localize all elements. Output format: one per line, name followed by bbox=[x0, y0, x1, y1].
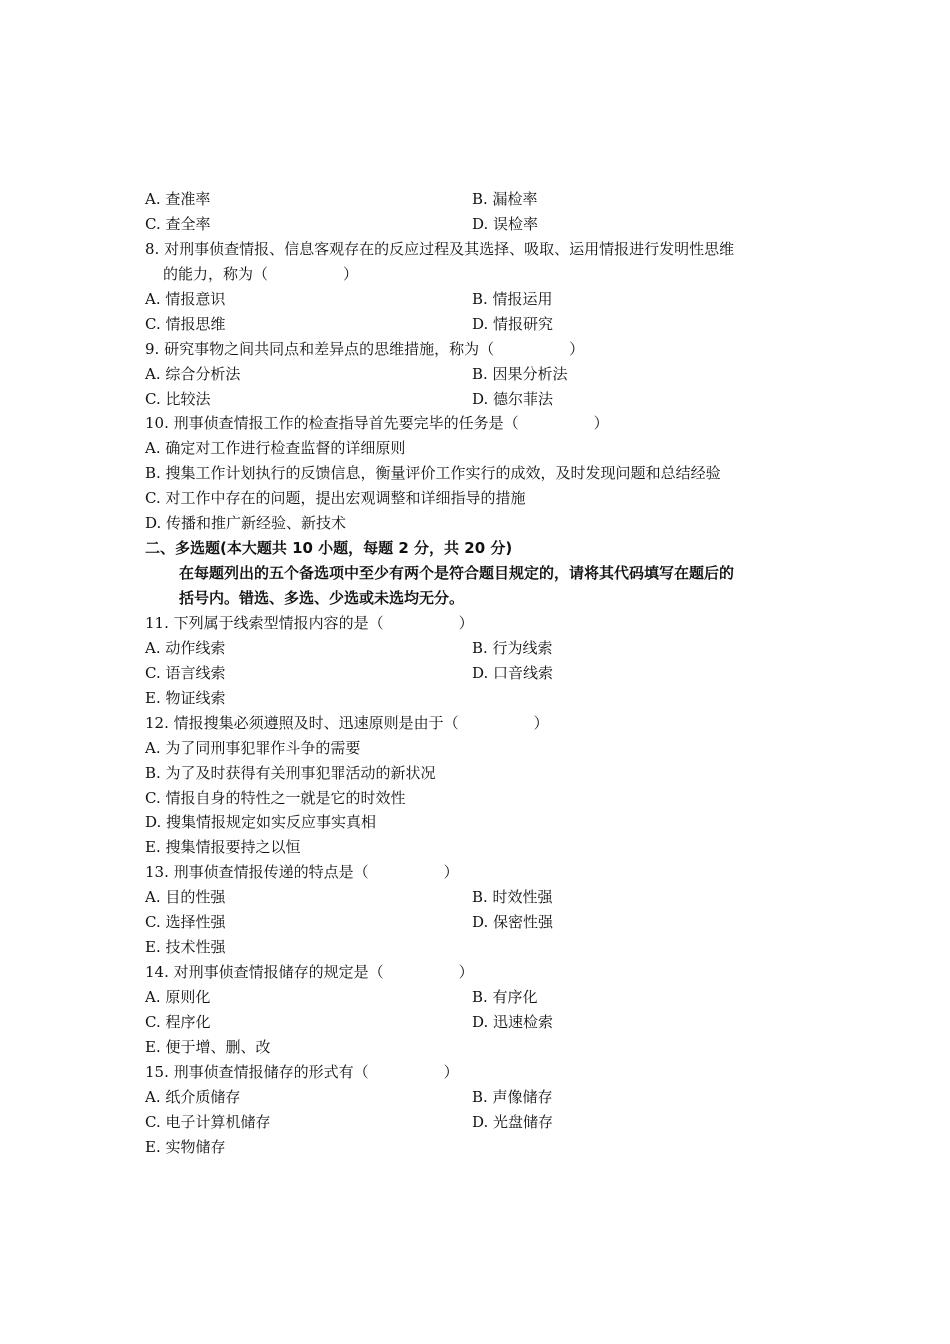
section2-instructions-line2: 括号内。错选、多选、少选或未选均无分。 bbox=[179, 589, 465, 607]
q13-options-row-2 bbox=[145, 910, 825, 935]
q12-option-c: C. 情报自身的特性之一就是它的时效性 bbox=[145, 788, 406, 807]
q13-option-c: C. 选择性强 bbox=[145, 913, 226, 932]
section2-heading: 二、多选题(本大题共 10 小题，每题 2 分，共 20 分) bbox=[145, 539, 513, 558]
q13-option-a: A. 目的性强 bbox=[145, 888, 226, 907]
q11-option-c: C. 语言线索 bbox=[145, 663, 226, 682]
q8-stem-line2: 的能力，称为（ ） bbox=[163, 264, 359, 283]
q15-options-row-1 bbox=[145, 1085, 825, 1110]
q14-options-row-1 bbox=[145, 985, 825, 1010]
q10-option-b: B. 搜集工作计划执行的反馈信息，衡量评价工作实行的成效，及时发现问题和总结经验 bbox=[145, 464, 721, 483]
q9-option-d: D. 德尔菲法 bbox=[472, 389, 554, 408]
q15-options-row-2 bbox=[145, 1110, 825, 1135]
exam-page bbox=[145, 187, 825, 1160]
q12-option-a: A. 为了同刑事犯罪作斗争的需要 bbox=[145, 738, 361, 757]
q14-option-b: B. 有序化 bbox=[472, 988, 538, 1006]
q8-options-row-2 bbox=[145, 312, 825, 337]
q10-option-a: A. 确定对工作进行检查监督的详细原则 bbox=[145, 439, 406, 458]
q8-option-d: D. 情报研究 bbox=[472, 314, 554, 333]
q10-option-d: D. 传播和推广新经验、新技术 bbox=[145, 514, 347, 533]
q14-option-c: C. 程序化 bbox=[145, 1012, 211, 1031]
q13-option-b: B. 时效性强 bbox=[472, 888, 553, 907]
q9-stem: 9. 研究事物之间共同点和差异点的思维措施，称为（ ） bbox=[145, 339, 585, 358]
q13-options-row-1 bbox=[145, 885, 825, 910]
q7-option-b: B. 漏检率 bbox=[472, 190, 538, 208]
q11-option-a: A. 动作线索 bbox=[145, 638, 226, 657]
section2-instructions-line1: 在每题列出的五个备选项中至少有两个是符合题目规定的，请将其代码填写在题后的 bbox=[179, 564, 735, 583]
q7-options-row-1 bbox=[145, 187, 825, 212]
q9-options-row-2 bbox=[145, 387, 825, 412]
q14-option-a: A. 原则化 bbox=[145, 988, 211, 1006]
q15-option-c: C. 电子计算机储存 bbox=[145, 1112, 271, 1131]
q12-option-e: E. 搜集情报要持之以恒 bbox=[145, 838, 301, 857]
q11-options-row-2 bbox=[145, 661, 825, 686]
q7-option-d: D. 误检率 bbox=[472, 214, 539, 233]
q14-option-e: E. 便于增、删、改 bbox=[145, 1037, 271, 1056]
q13-option-e: E. 技术性强 bbox=[145, 938, 226, 957]
q12-stem: 12. 情报搜集必须遵照及时、迅速原则是由于（ ） bbox=[145, 713, 549, 732]
q12-option-d: D. 搜集情报规定如实反应事实真相 bbox=[145, 813, 377, 832]
q8-option-c: C. 情报思维 bbox=[145, 314, 226, 333]
q10-stem: 10. 刑事侦查情报工作的检查指导首先要完毕的任务是（ ） bbox=[145, 414, 609, 433]
q7-option-a: A. 查准率 bbox=[145, 190, 211, 208]
q11-option-e: E. 物证线索 bbox=[145, 688, 226, 707]
q15-option-e: E. 实物储存 bbox=[145, 1137, 226, 1156]
q12-option-b: B. 为了及时获得有关刑事犯罪活动的新状况 bbox=[145, 763, 436, 782]
q15-option-b: B. 声像储存 bbox=[472, 1087, 553, 1106]
q9-options-row-1 bbox=[145, 362, 825, 387]
q7-options-row-2 bbox=[145, 212, 825, 237]
q9-option-a: A. 综合分析法 bbox=[145, 364, 241, 383]
q8-stem-line1: 8. 对刑事侦查情报、信息客观存在的反应过程及其选择、吸取、运用情报进行发明性思维 bbox=[145, 239, 735, 258]
q9-option-b: B. 因果分析法 bbox=[472, 364, 568, 383]
q15-stem: 15. 刑事侦查情报储存的形式有（ ） bbox=[145, 1062, 459, 1081]
q15-option-a: A. 纸介质储存 bbox=[145, 1087, 241, 1106]
q8-option-b: B. 情报运用 bbox=[472, 289, 553, 308]
q13-option-d: D. 保密性强 bbox=[472, 913, 554, 932]
q13-stem: 13. 刑事侦查情报传递的特点是（ ） bbox=[145, 863, 459, 882]
q11-option-d: D. 口音线索 bbox=[472, 663, 554, 682]
q11-stem: 11. 下列属于线索型情报内容的是（ ） bbox=[145, 613, 474, 632]
q10-option-c: C. 对工作中存在的问题，提出宏观调整和详细指导的措施 bbox=[145, 489, 526, 508]
q14-options-row-2 bbox=[145, 1010, 825, 1035]
q7-option-c: C. 查全率 bbox=[145, 214, 211, 233]
q11-options-row-1 bbox=[145, 636, 825, 661]
q8-options-row-1 bbox=[145, 287, 825, 312]
q11-option-b: B. 行为线索 bbox=[472, 638, 553, 657]
q14-option-d: D. 迅速检索 bbox=[472, 1012, 554, 1031]
q8-option-a: A. 情报意识 bbox=[145, 289, 226, 308]
q15-option-d: D. 光盘储存 bbox=[472, 1112, 554, 1131]
q9-option-c: C. 比较法 bbox=[145, 389, 211, 408]
q14-stem: 14. 对刑事侦查情报储存的规定是（ ） bbox=[145, 963, 474, 982]
